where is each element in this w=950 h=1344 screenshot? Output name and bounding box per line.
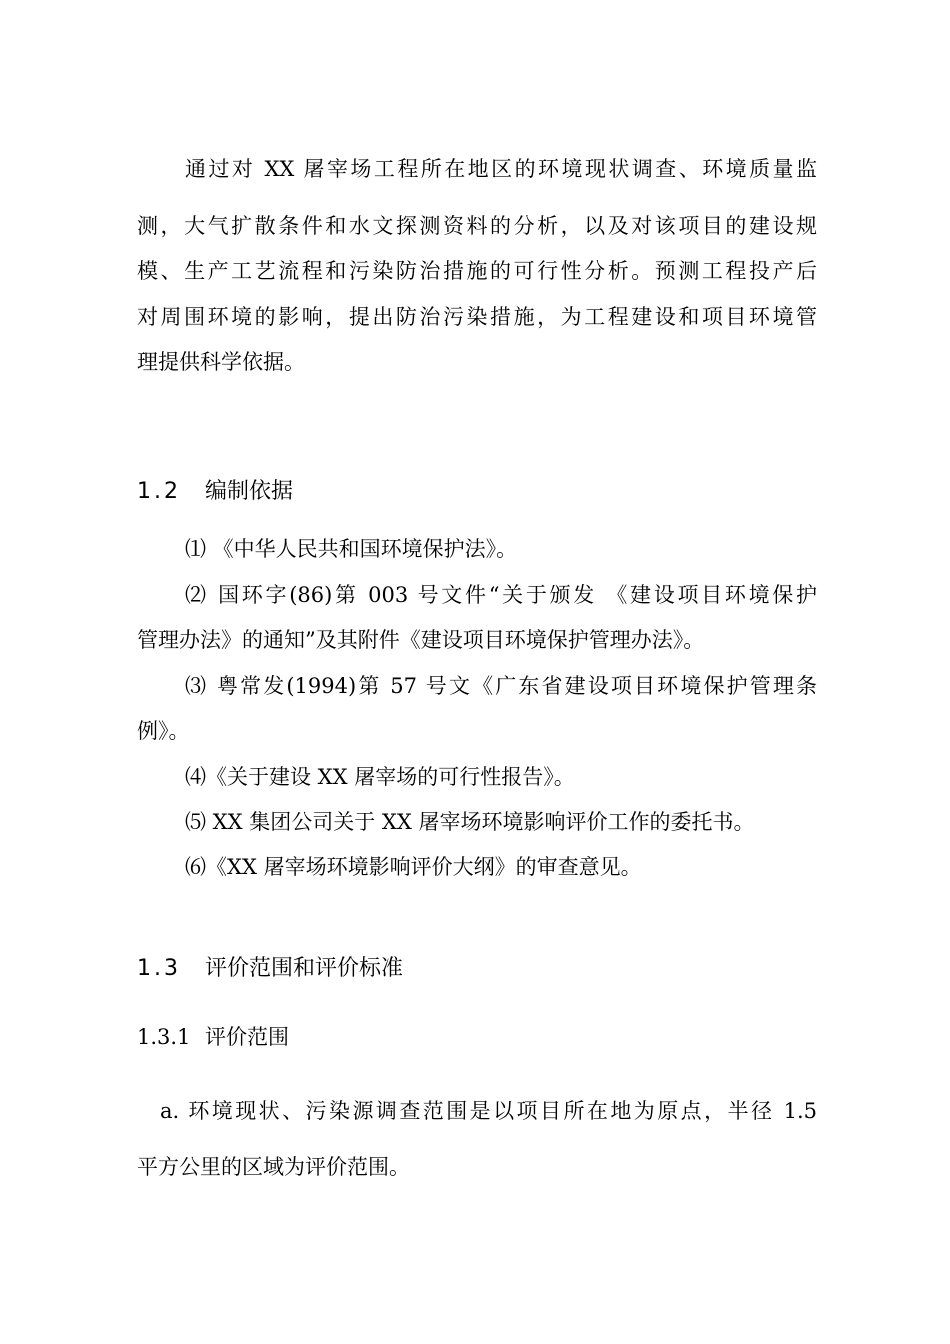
- reference-item-2: ⑵ 国环字(86)第 003 号文件“关于颁发 《建设项目环境保护: [185, 583, 817, 607]
- reference-item-3-cont: 例》。: [137, 719, 190, 743]
- reference-item-5: ⑸ XX 集团公司关于 XX 屠宰场环境影响评价工作的委托书。: [185, 810, 755, 834]
- subsection-heading-1-3-1: [137, 1022, 289, 1052]
- reference-item-1: ⑴ 《中华人民共和国环境保护法》。: [185, 537, 518, 561]
- section-title: 编制依据: [205, 479, 294, 504]
- scope-paragraph-line-1: a. 环境现状、污染源调查范围是以项目所在地为原点，半径 1.5: [160, 1099, 817, 1123]
- intro-line-4: 对周围环境的影响，提出防治污染措施，为工程建设和项目环境管: [137, 305, 817, 329]
- section-heading-1-3: [137, 954, 403, 984]
- subsection-title: 评价范围: [205, 1025, 289, 1049]
- reference-item-4: ⑷《关于建设 XX 屠宰场的可行性报告》。: [185, 765, 575, 789]
- section-number: 1.2: [137, 479, 181, 504]
- intro-line-1: 通过对 XX 屠宰场工程所在地区的环境现状调查、环境质量监: [185, 157, 817, 181]
- intro-line-2: 测，大气扩散条件和水文探测资料的分析，以及对该项目的建设规: [137, 214, 817, 238]
- section-number: 1.3: [137, 956, 181, 981]
- section-heading-1-2: [137, 477, 293, 507]
- scope-paragraph-line-2: 平方公里的区域为评价范围。: [137, 1155, 410, 1179]
- reference-item-3: ⑶ 粤常发(1994)第 57 号文《广东省建设项目环境保护管理条: [185, 674, 817, 698]
- section-title: 评价范围和评价标准: [205, 956, 404, 981]
- subsection-number: 1.3.1: [137, 1025, 191, 1049]
- reference-item-2-cont: 管理办法》的通知”及其附件《建设项目环境保护管理办法》。: [137, 628, 705, 652]
- intro-line-3: 模、生产工艺流程和污染防治措施的可行性分析。预测工程投产后: [137, 259, 817, 283]
- intro-line-5: 理提供科学依据。: [137, 350, 305, 374]
- reference-item-6: ⑹《XX 屠宰场环境影响评价大纲》的审查意见。: [185, 855, 642, 879]
